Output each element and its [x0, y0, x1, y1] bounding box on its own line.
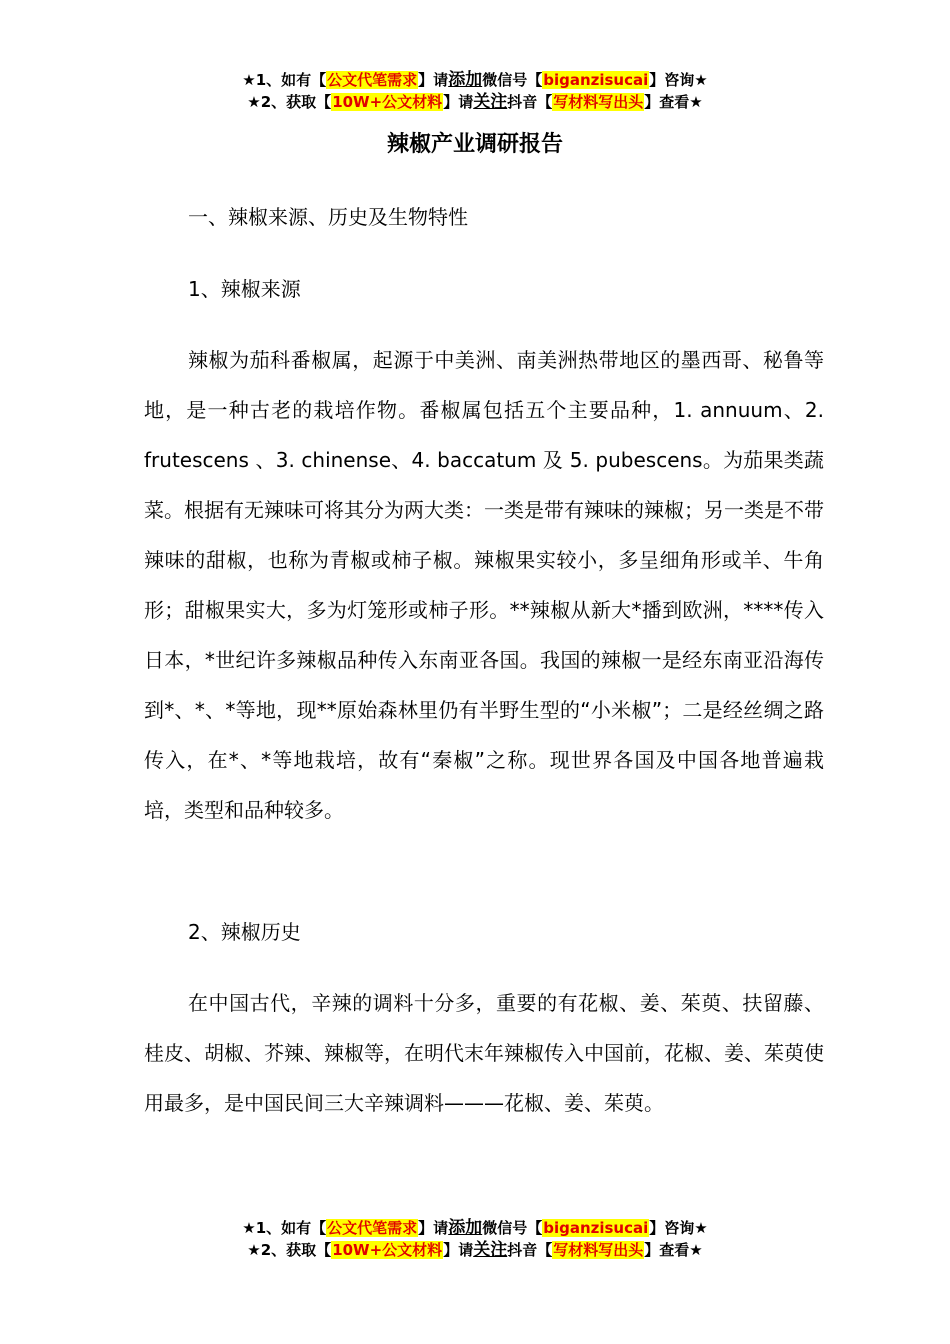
underlined-follow: 关注	[473, 92, 508, 112]
highlight-douyin-account: 写材料写出头	[553, 1241, 644, 1259]
subsection-heading-history: 2、辣椒历史	[188, 920, 301, 944]
document-title: 辣椒产业调研报告	[386, 132, 563, 157]
promo-line-1: ★1、如有【公文代笔需求】请添加微信号【biganzisucai】咨询★	[242, 70, 708, 90]
promo-banner-bottom	[0, 1217, 950, 1261]
highlight-service: 公文代笔需求	[327, 71, 418, 89]
subsection-heading-origin: 1、辣椒来源	[188, 277, 301, 301]
highlight-wechat-id: biganzisucai	[543, 71, 649, 89]
promo-line-2: ★2、获取【10W+公文材料】请关注抖音【写材料写出头】查看★	[247, 92, 703, 112]
underlined-add: 添加	[448, 1218, 483, 1238]
paragraph-origin: 辣椒为茄科番椒属，起源于中美洲、南美洲热带地区的墨西哥、秘鲁等地，是一种古老的栽培作物。番椒属包括五个主要品种，1. annuum、2. frutescens 、3. chinense、4. baccatum 及 5. pubescens。为茄果类蔬菜。根据有无辣味可将其分为两大类：一类是带有辣味的辣椒；另一类是不带辣味的甜椒，也称为青椒或柿子椒。辣椒果实较小，多呈细角形或羊、牛角形；甜椒果实大，多为灯笼形或柿子形。**辣椒从新大*播到欧洲，****传入日本，*世纪许多辣椒品种传入东南亚各国。我国的辣椒一是经东南亚沿海传到*、*、*等地，现**原始森林里仍有半野生型的“小米椒”；二是经丝绸之路传入，在*、*等地栽培，故有“秦椒”之称。现世界各国及中国各地普遍栽培，类型和品种较多。	[144, 348, 824, 822]
highlight-douyin-account: 写材料写出头	[553, 93, 644, 111]
paragraph-history: 在中国古代，辛辣的调料十分多，重要的有花椒、姜、茱萸、扶留藤、桂皮、胡椒、芥辣、辣椒等，在明代末年辣椒传入中国前，花椒、姜、茱萸使用最多，是中国民间三大辛辣调料———花椒、姜、茱萸。	[144, 991, 824, 1115]
promo-line-1: ★1、如有【公文代笔需求】请添加微信号【biganzisucai】咨询★	[242, 1218, 708, 1238]
section-heading-1: 一、辣椒来源、历史及生物特性	[188, 205, 468, 229]
underlined-follow: 关注	[473, 1240, 508, 1260]
promo-line-2: ★2、获取【10W+公文材料】请关注抖音【写材料写出头】查看★	[247, 1240, 703, 1260]
promo-banner-top	[0, 69, 950, 113]
underlined-add: 添加	[448, 70, 483, 90]
highlight-materials: 10W+公文材料	[332, 1241, 443, 1259]
highlight-service: 公文代笔需求	[327, 1219, 418, 1237]
highlight-materials: 10W+公文材料	[332, 93, 443, 111]
highlight-wechat-id: biganzisucai	[543, 1219, 649, 1237]
